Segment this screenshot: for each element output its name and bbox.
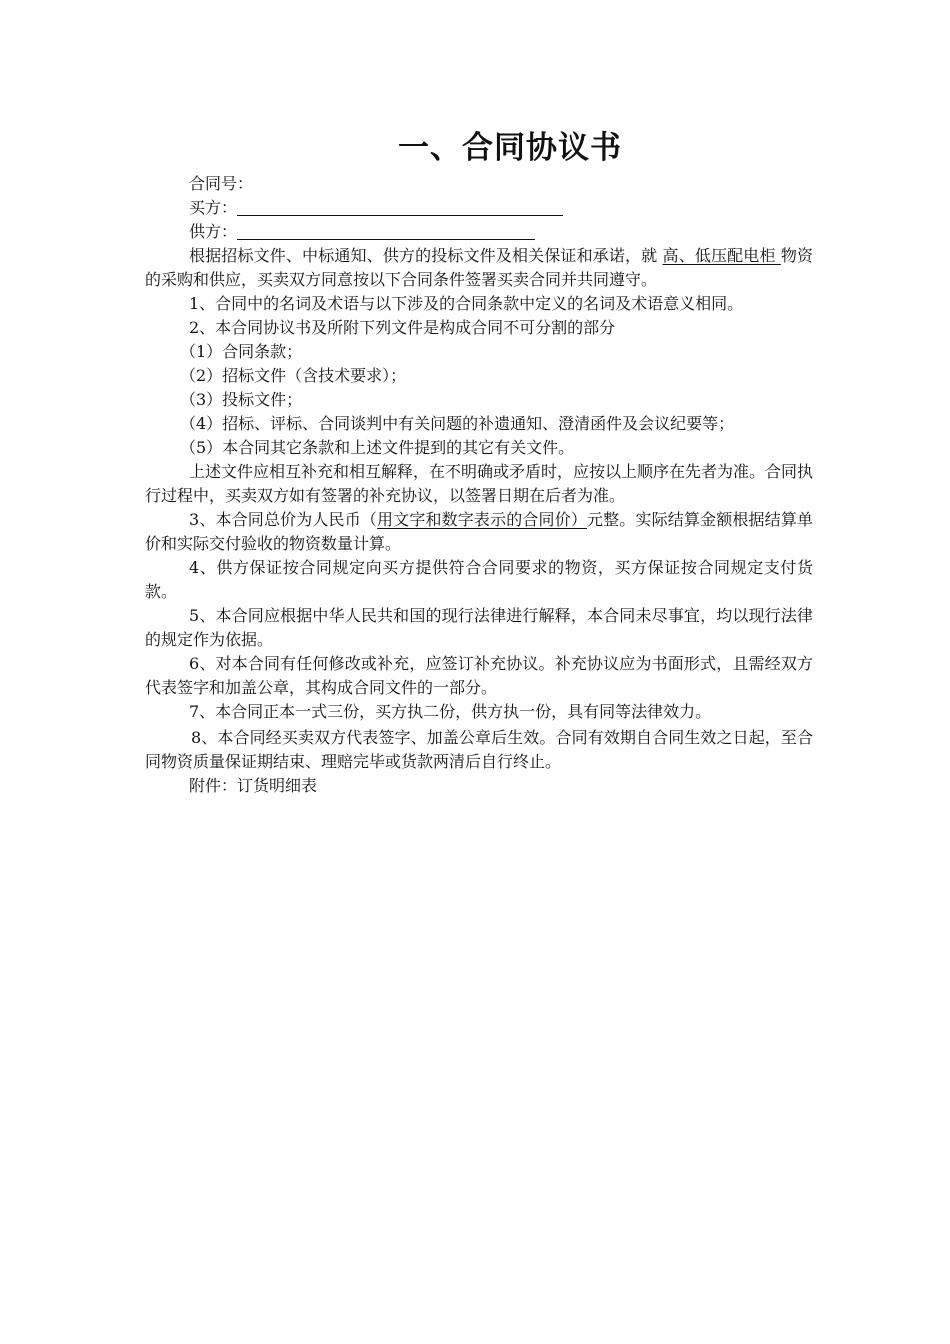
intro-text-post: 物资的采购和供应，买卖双方同意按以下合同条件签署买卖合同并共同遵守。 — [145, 246, 813, 289]
clause-6: 6、对本合同有任何修改或补充，应签订补充协议。补充协议应为书面形式，且需经双方代表签字和加盖公章，其构成合同文件的一部分。 — [145, 654, 813, 697]
seller-blank-field — [237, 222, 535, 240]
intro-text-pre: 根据招标文件、中标通知、供方的投标文件及相关保证和承诺，就 — [189, 246, 663, 265]
clause-3 — [145, 508, 813, 556]
clause-2-item-4: （4）招标、评标、合同谈判中有关问题的补遗通知、澄清函件及会议纪要等； — [180, 414, 735, 433]
clause-2-item-2: （2）招标文件（含技术要求）； — [180, 366, 407, 385]
clause-1: 1、合同中的名词及术语与以下涉及的合同条款中定义的名词及术语意义相同。 — [189, 294, 744, 313]
product-name: 高、低压配电柜 — [662, 246, 781, 265]
contract-number-label: 合同号： — [189, 174, 254, 193]
clause-4: 4、供方保证按合同规定向买方提供符合合同要求的物资，买方保证按合同规定支付货款。 — [145, 558, 813, 601]
attachment-line: 附件：订货明细表 — [189, 776, 318, 795]
clause-5: 5、本合同应根据中华人民共和国的现行法律进行解释，本合同未尽事宜，均以现行法律的规定作为依据。 — [145, 606, 813, 649]
clause-2: 2、本合同协议书及所附下列文件是构成合同不可分割的部分 — [189, 318, 616, 337]
seller-line — [145, 220, 813, 244]
clause-2-item-5: （5）本合同其它条款和上述文件提到的其它有关文件。 — [180, 438, 575, 457]
buyer-label: 买方： — [189, 198, 238, 217]
contract-price-placeholder: 用文字和数字表示的合同价） — [377, 510, 587, 529]
clause-8: 8、本合同经买卖双方代表签字、加盖公章后生效。合同有效期自合同生效之日起，至合同物资质量保证期结束、理赔完毕或货款两清后自行终止。 — [145, 728, 813, 771]
precedence-paragraph: 上述文件应相互补充和相互解释，在不明确或矛盾时，应按以上顺序在先者为准。合同执行过程中，买卖双方如有签署的补充协议，以签署日期在后者为准。 — [145, 462, 814, 505]
page-title: 一、合同协议书 — [398, 130, 622, 166]
contract-number-line — [145, 172, 813, 196]
contract-body — [145, 172, 813, 798]
clause-3-post: 元整。实际结算金额根据结算单价和实际交付验收的物资数量计算。 — [145, 510, 813, 553]
clause-7: 7、本合同正本一式三份，买方执二份，供方执一份，具有同等法律效力。 — [189, 702, 712, 721]
clause-2-item-3: （3）投标文件； — [180, 390, 303, 409]
buyer-line — [145, 196, 813, 220]
clause-2-item-1: （1）合同条款； — [180, 342, 303, 361]
buyer-blank-field — [237, 198, 563, 216]
seller-label: 供方： — [189, 222, 238, 241]
intro-paragraph — [145, 244, 813, 292]
clause-3-pre: 3、本合同总价为人民币（ — [189, 510, 378, 529]
